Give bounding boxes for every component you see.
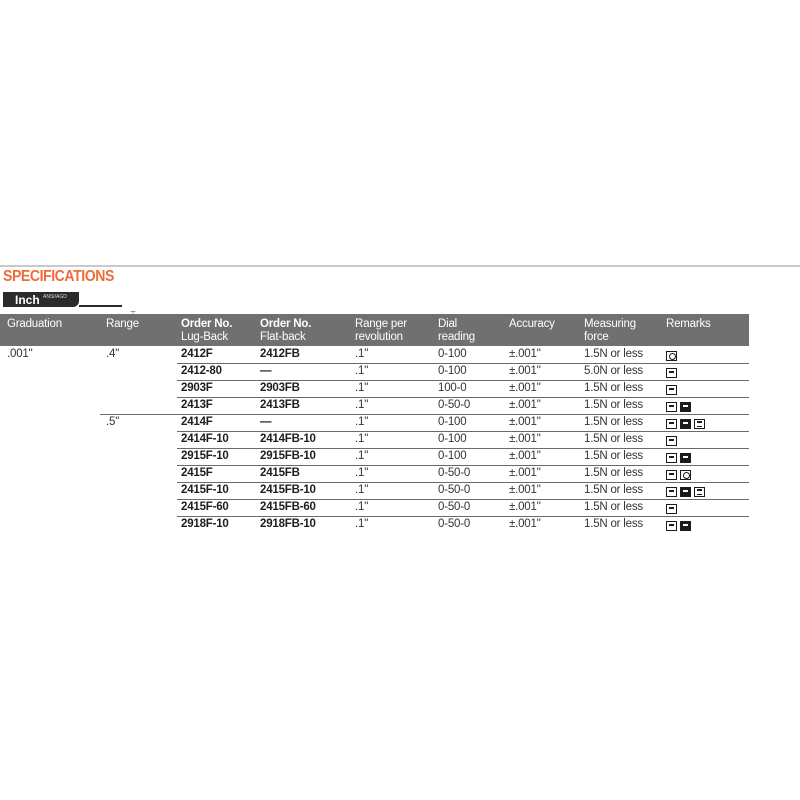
order-lug-cell: 2414F [181,416,213,428]
remarks-cell [666,368,677,378]
remarks-cell [666,487,705,497]
dial-reading-cell: 0-100 [438,348,467,360]
top-divider [0,265,800,267]
order-flat-cell: 2415FB-60 [260,501,316,513]
measuring-force-cell: 1.5N or less [584,348,643,360]
header-range-per-rev [355,318,407,343]
header-dial-line2: reading [438,330,475,343]
measuring-force-cell: 1.5N or less [584,433,643,445]
remarks-cell [666,470,691,480]
header-dial-line1: Dial [438,318,458,330]
range-per-rev-cell: .1" [355,382,369,394]
remark-icon-c [680,453,691,463]
header-dial [438,318,475,343]
header-graduation: Graduation [7,318,62,330]
remark-icon-a [666,436,677,446]
remark-icon-a [666,402,677,412]
range-per-rev-cell: .1" [355,433,369,445]
accuracy-cell: ±.001" [509,450,541,462]
remark-icon-d [694,419,705,429]
order-lug-cell: 2918F-10 [181,518,229,530]
remark-icon-c [680,521,691,531]
order-flat-cell: 2918FB-10 [260,518,316,530]
order-flat-cell: 2414FB-10 [260,433,316,445]
row-divider [177,380,749,381]
measuring-force-cell: 1.5N or less [584,501,643,513]
remark-icon-a [666,521,677,531]
dial-reading-cell: 0-50-0 [438,399,471,411]
header-remarks: Remarks [666,318,711,330]
row-divider [177,499,749,500]
order-lug-cell: 2903F [181,382,213,394]
row-divider [177,363,749,364]
header-force-line1: Measuring [584,318,636,330]
remark-icon-c [680,419,691,429]
remark-icon-d [694,487,705,497]
header-force [584,318,636,343]
range-per-rev-cell: .1" [355,416,369,428]
header-accuracy: Accuracy [509,318,555,330]
remark-icon-a [666,504,677,514]
remark-icon-a [666,385,677,395]
range-per-rev-cell: .1" [355,399,369,411]
remark-icon-b [666,351,677,361]
accuracy-cell: ±.001" [509,518,541,530]
dial-reading-cell: 0-100 [438,416,467,428]
measuring-force-cell: 1.5N or less [584,518,643,530]
remarks-cell [666,521,691,531]
header-order-flat-title: Order No. [260,318,312,330]
order-flat-cell: 2915FB-10 [260,450,316,462]
order-flat-cell: 2415FB-10 [260,484,316,496]
remarks-cell [666,436,677,446]
order-lug-cell: 2415F [181,467,213,479]
range-per-rev-cell: .1" [355,518,369,530]
range-per-rev-cell: .1" [355,348,369,360]
remark-icon-c [680,487,691,497]
row-divider [177,448,749,449]
accuracy-cell: ±.001" [509,348,541,360]
remark-icon-a [666,368,677,378]
range-group-1: .4" [106,348,120,360]
remark-icon-a [666,419,677,429]
unit-standard: ANSI/AGD [43,294,67,300]
row-divider [177,431,749,432]
measuring-force-cell: 1.5N or less [584,484,643,496]
order-flat-cell: 2413FB [260,399,300,411]
header-order-flat [260,318,311,343]
accuracy-cell: ±.001" [509,416,541,428]
order-lug-cell: 2412F [181,348,213,360]
dial-reading-cell: 100-0 [438,382,467,394]
remarks-cell [666,351,677,361]
order-lug-cell: 2415F-60 [181,501,229,513]
order-flat-cell: — [260,416,272,428]
remarks-cell [666,504,677,514]
order-lug-cell: 2412-80 [181,365,222,377]
dial-reading-cell: 0-100 [438,450,467,462]
unit-underline [79,305,122,307]
measuring-force-cell: 1.5N or less [584,467,643,479]
unit-label: Inch [15,293,40,307]
row-divider [177,397,749,398]
accuracy-cell: ±.001" [509,365,541,377]
header-order-lug [181,318,232,343]
remark-icon-a [666,487,677,497]
accuracy-cell: ±.001" [509,467,541,479]
range-per-rev-cell: .1" [355,501,369,513]
range-group-2: .5" [106,416,120,428]
header-order-flat-sub: Flat-back [260,330,306,343]
order-flat-cell: 2415FB [260,467,300,479]
unit-tab [3,292,79,307]
measuring-force-cell: 1.5N or less [584,416,643,428]
measuring-force-cell: 1.5N or less [584,450,643,462]
dial-reading-cell: 0-100 [438,365,467,377]
range-per-rev-cell: .1" [355,484,369,496]
header-range: Range [106,318,139,330]
header-order-lug-sub: Lug-Back [181,330,228,343]
order-lug-cell: 2415F-10 [181,484,229,496]
accuracy-cell: ±.001" [509,501,541,513]
dial-reading-cell: 0-50-0 [438,501,471,513]
order-lug-cell: 2414F-10 [181,433,229,445]
remarks-cell [666,419,705,429]
range-per-rev-cell: .1" [355,450,369,462]
dial-reading-cell: 0-50-0 [438,518,471,530]
measuring-force-cell: 1.5N or less [584,382,643,394]
remark-icon-b [680,470,691,480]
remark-icon-a [666,453,677,463]
measuring-force-cell: 5.0N or less [584,365,643,377]
accuracy-cell: ±.001" [509,433,541,445]
dial-reading-cell: 0-50-0 [438,467,471,479]
header-range-per-rev-line2: revolution [355,330,403,343]
remarks-cell [666,402,691,412]
remarks-cell [666,385,677,395]
order-lug-cell: 2413F [181,399,213,411]
header-force-line2: force [584,330,609,343]
dial-reading-cell: 0-100 [438,433,467,445]
row-divider [177,482,749,483]
row-divider [177,465,749,466]
dial-reading-cell: 0-50-0 [438,484,471,496]
order-flat-cell: 2903FB [260,382,300,394]
order-flat-cell: — [260,365,272,377]
remark-icon-a [666,470,677,480]
group-divider [100,414,749,415]
range-per-rev-cell: .1" [355,467,369,479]
remarks-cell [666,453,691,463]
order-lug-cell: 2915F-10 [181,450,229,462]
header-order-lug-title: Order No. [181,318,233,330]
header-range-per-rev-line1: Range per [355,318,407,330]
section-title: SPECIFICATIONS [3,268,114,285]
accuracy-cell: ±.001" [509,484,541,496]
remark-icon-c [680,402,691,412]
accuracy-cell: ±.001" [509,382,541,394]
row-divider [177,516,749,517]
measuring-force-cell: 1.5N or less [584,399,643,411]
graduation-value: .001" [7,348,33,360]
order-flat-cell: 2412FB [260,348,300,360]
accuracy-cell: ±.001" [509,399,541,411]
range-per-rev-cell: .1" [355,365,369,377]
